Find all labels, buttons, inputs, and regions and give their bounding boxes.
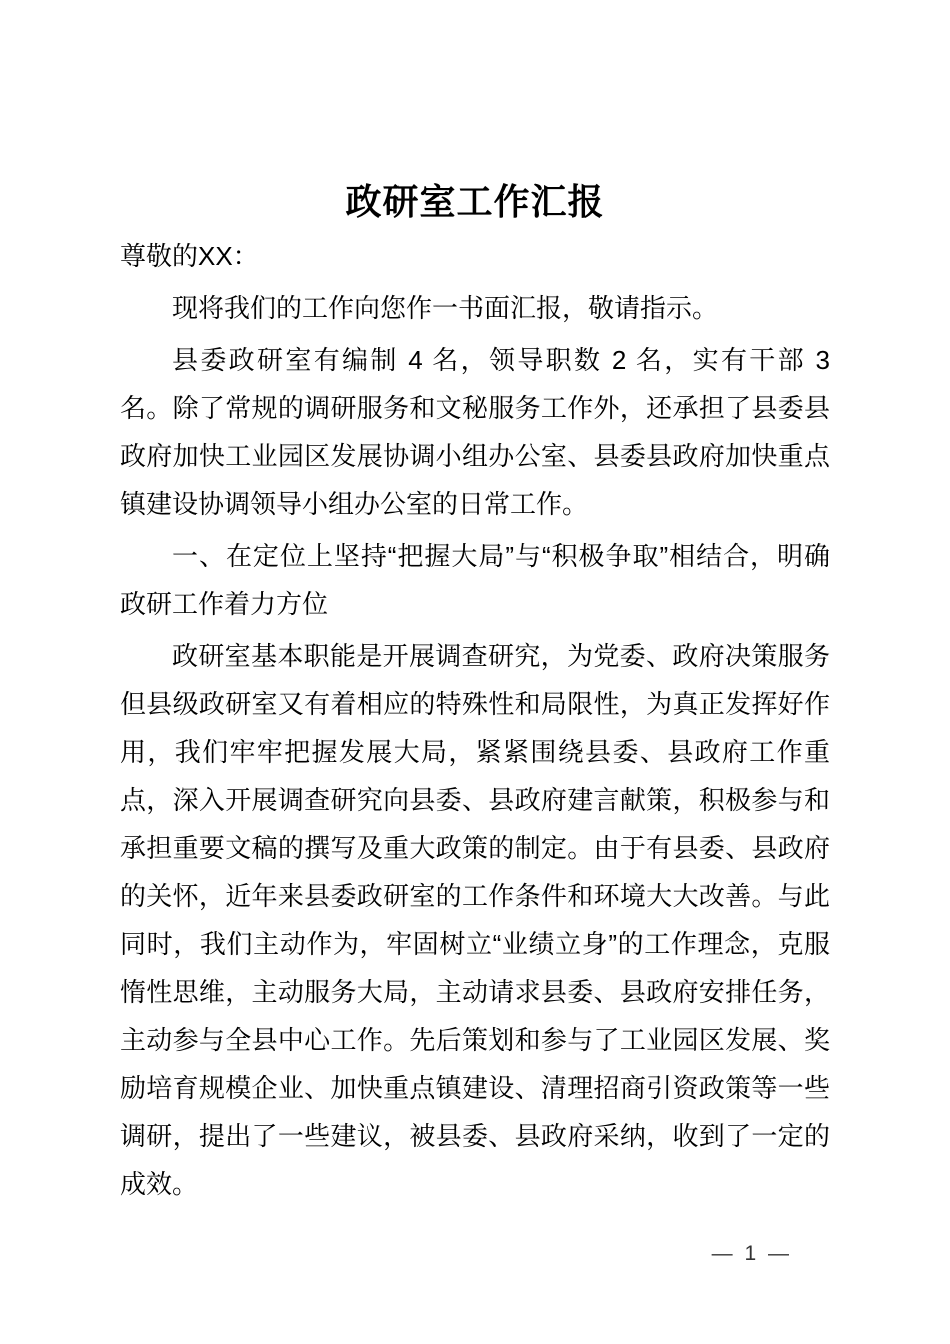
section-heading-1: 一、在定位上坚持“把握大局”与“积极争取”相结合，明确政研工作着力方位 (120, 541, 830, 619)
section-body-paragraph: 政研室基本职能是开展调查研究，为党委、政府决策服务但县级政研室又有着相应的特殊性和局限性，为真正发挥好作用，我们牢牢把握发展大局，紧紧围绕县委、县政府工作重点，深入开展调查研究向县委、县政府建言献策，积极参与和承担重要文稿的撰写及重大政策的制定。由于有县委、县政府的关怀，近年来县委政研室的工作条件和环境大大改善。与此同时，我们主动作为，牢固树立“业绩立身”的工作理念，克服惰性思维，主动服务大局，主动请求县委、县政府安排任务，主动参与全县中心工作。先后策划和参与了工业园区发展、奖励培育规模企业、加快重点镇建设、清理招商引资政策等一些调研，提出了一些建议，被县委、县政府采纳，收到了一定的成效。 (120, 641, 830, 1199)
paragraph-staffing-overview: 县委政研室有编制 4 名，领导职数 2 名，实有干部 3 名。除了常规的调研服务和文秘服务工作外，还承担了县委县政府加快工业园区发展协调小组办公室、县委县政府加快重点镇建设协调领导小组办公室的日常工作。 (120, 345, 830, 519)
page-number: — 1 — (711, 1242, 792, 1265)
paragraph-intro: 现将我们的工作向您作一书面汇报，敬请指示。 (172, 293, 719, 323)
document-content (120, 178, 830, 1212)
document-title: 政研室工作汇报 (345, 181, 605, 222)
salutation: 尊敬的XX： (120, 241, 259, 271)
